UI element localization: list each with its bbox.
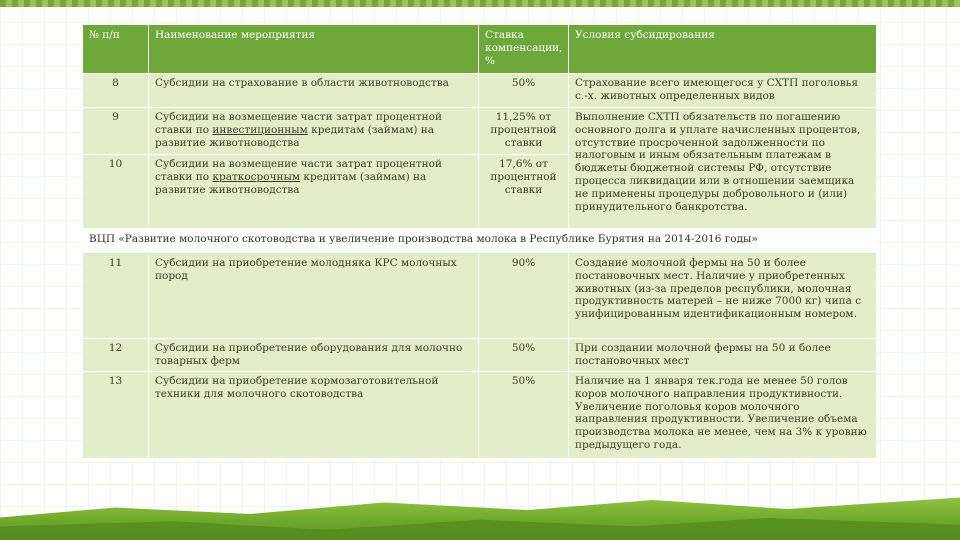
row-11-rate: 90%	[479, 254, 569, 338]
row-12-name: Субсидии на приобретение оборудования для молочно товарных ферм	[149, 339, 479, 371]
row-13-conditions: Наличие на 1 января тек.года не менее 50 голов коров молочного направления продуктивности. Увеличение поголовья коров молочного направления продуктивности. Увеличение объема производства молока не менее, чем на 3% к уровню предыдущего года.	[575, 375, 867, 451]
row-13-name: Субсидии на приобретение кормозаготовительной техники для молочного скотоводства	[149, 372, 479, 458]
row-9-name: Субсидии на возмещение части затрат процентной ставки по инвестиционным кредитам (займам) на развитие животноводства	[149, 108, 479, 155]
table-row	[83, 254, 876, 339]
row-8-name: Субсидии на страхование в области животноводства	[149, 74, 479, 108]
row-11-num: 11	[83, 254, 149, 338]
row-9-10-conditions: Выполнение СХТП обязательств по погашению основного долга и уплате начисленных процентов, отсутствие просроченной задолженности по налоговым и иным обязательным платежам в бюджеты бюджетной системы РФ, отсутствие процесса ликвидации или в отношении заемщика не применены процедуры добровольного и (или) принудительного банкротства.	[569, 108, 876, 229]
row-8-conditions: Страхование всего имеющегося у СХТП поголовья с.-х. животных определенных видов	[569, 74, 876, 108]
header-name: Наименование мероприятия	[149, 25, 479, 73]
table-row	[83, 372, 876, 459]
header-rate: Ставка компенсации, %	[479, 25, 569, 73]
table-header	[83, 25, 876, 74]
row-12-num: 12	[83, 339, 149, 371]
row-11-conditions: Создание молочной фермы на 50 и более постановочных мест. Наличие у приобретенных животных (из-за пределов республики, молочная продуктивность матерей – не ниже 7000 кг) чипа с унифицированным идентификационным номером.	[575, 257, 862, 321]
row-12-conditions: При создании молочной фермы на 50 и более постановочных мест	[575, 342, 831, 367]
row-10-rate: 17,6% от процентной ставки	[479, 155, 569, 229]
row-9-num: 9	[83, 108, 149, 155]
row-9-rate: 11,25% от процентной ставки	[479, 108, 569, 155]
table-row	[83, 339, 876, 372]
row-12-rate: 50%	[479, 339, 569, 371]
row-9-name-underlined: инвестиционным	[212, 123, 308, 136]
header-num: № п/п	[83, 25, 149, 73]
subsidy-table	[83, 25, 876, 459]
row-10-name: Субсидии на возмещение части затрат процентной ставки по краткосрочным кредитам (займам) на развитие животноводства	[149, 155, 479, 229]
row-13-rate: 50%	[479, 372, 569, 458]
row-8-num: 8	[83, 74, 149, 108]
row-11-name: Субсидии на приобретение молодняка КРС молочных пород	[149, 254, 479, 338]
row-10-name-underlined: краткосрочным	[212, 170, 301, 183]
section-title: ВЦП «Развитие молочного скотоводства и увеличение производства молока в Республике Бурятия на 2014-2016 годы»	[83, 229, 876, 254]
table-group-1	[83, 74, 876, 229]
top-decor-strip	[0, 0, 960, 7]
header-conditions: Условия субсидирования	[575, 29, 715, 41]
row-10-num: 10	[83, 155, 149, 229]
row-8-rate: 50%	[479, 74, 569, 108]
row-13-num: 13	[83, 372, 149, 458]
